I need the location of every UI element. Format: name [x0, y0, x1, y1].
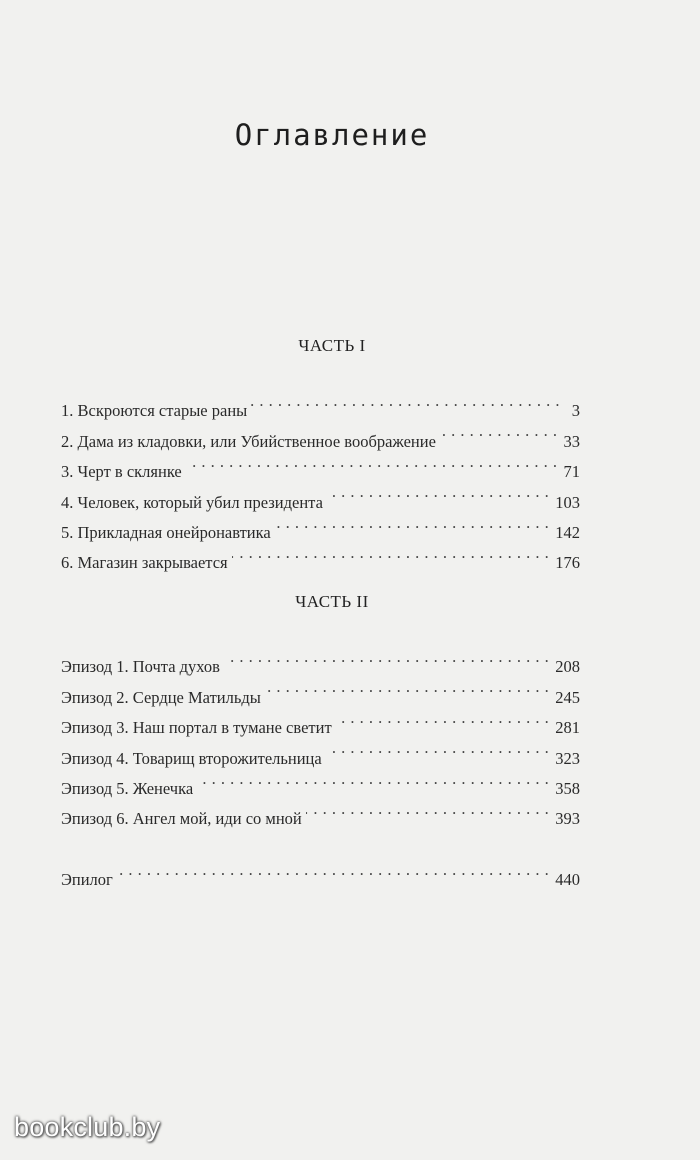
toc-entry-page: 3: [571, 401, 580, 421]
dot-leader: [265, 672, 549, 702]
dot-leader: [275, 508, 550, 538]
dot-leader: [224, 642, 549, 672]
toc-entry-title: 1. Вскроются старые раны: [61, 401, 248, 421]
toc-entry[interactable]: [61, 386, 580, 421]
dot-leader: [197, 764, 549, 794]
site-watermark: bookclub.by: [14, 1112, 161, 1142]
toc-entry-title: 4. Человек, который убил президента: [61, 492, 323, 512]
part-2-toc: [61, 642, 580, 829]
part-1-heading: ЧАСТЬ I: [298, 336, 366, 355]
toc-entry-page: 208: [555, 657, 580, 677]
part-2-heading: ЧАСТЬ II: [295, 592, 369, 611]
toc-entry-title: Эпизод 4. Товарищ второжительница: [61, 748, 322, 768]
toc-entry-page: 245: [555, 687, 580, 707]
dot-leader: [251, 386, 560, 416]
toc-entry-epilogue[interactable]: [61, 855, 580, 890]
toc-entry-page: 142: [555, 522, 580, 542]
toc-entry-page: 440: [555, 870, 580, 890]
toc-entry-page: 281: [555, 718, 580, 738]
toc-entry-title: 5. Прикладная онейронавтика: [61, 522, 271, 542]
toc-entry[interactable]: [61, 642, 580, 677]
part-1-toc: [61, 386, 580, 573]
dot-leader: [327, 477, 549, 507]
toc-entry-page: 358: [555, 778, 580, 798]
toc-entry-title: Эпизод 5. Женечка: [61, 778, 194, 798]
toc-entry-page: 33: [563, 431, 580, 451]
toc-entry-page: 323: [555, 748, 580, 768]
dot-leader: [440, 416, 558, 446]
dot-leader: [336, 703, 550, 733]
toc-entry-page: 393: [555, 809, 580, 829]
toc-entry-title: Эпизод 3. Наш портал в тумане светит: [61, 718, 332, 738]
toc-entry-title: Эпизод 2. Сердце Матильды: [61, 687, 261, 707]
toc-entry-title: Эпилог: [61, 870, 113, 890]
dot-leader: [117, 855, 549, 885]
toc-entry-page: 103: [555, 492, 580, 512]
epilogue-toc: [61, 855, 580, 890]
dot-leader: [326, 733, 550, 763]
dot-leader: [186, 447, 558, 477]
toc-entry-title: 2. Дама из кладовки, или Убийственное воображение: [61, 431, 436, 451]
toc-entry-title: 6. Магазин закрывается: [61, 553, 228, 573]
toc-entry-page: 71: [563, 462, 580, 482]
toc-entry-title: Эпизод 6. Ангел мой, иди со мной: [61, 809, 302, 829]
page-title: Оглавление: [234, 118, 430, 152]
dot-leader: [306, 794, 550, 824]
toc-entry-title: 3. Черт в склянке: [61, 462, 182, 482]
dot-leader: [232, 538, 550, 568]
toc-entry-page: 176: [555, 553, 580, 573]
toc-entry-title: Эпизод 1. Почта духов: [61, 657, 220, 677]
